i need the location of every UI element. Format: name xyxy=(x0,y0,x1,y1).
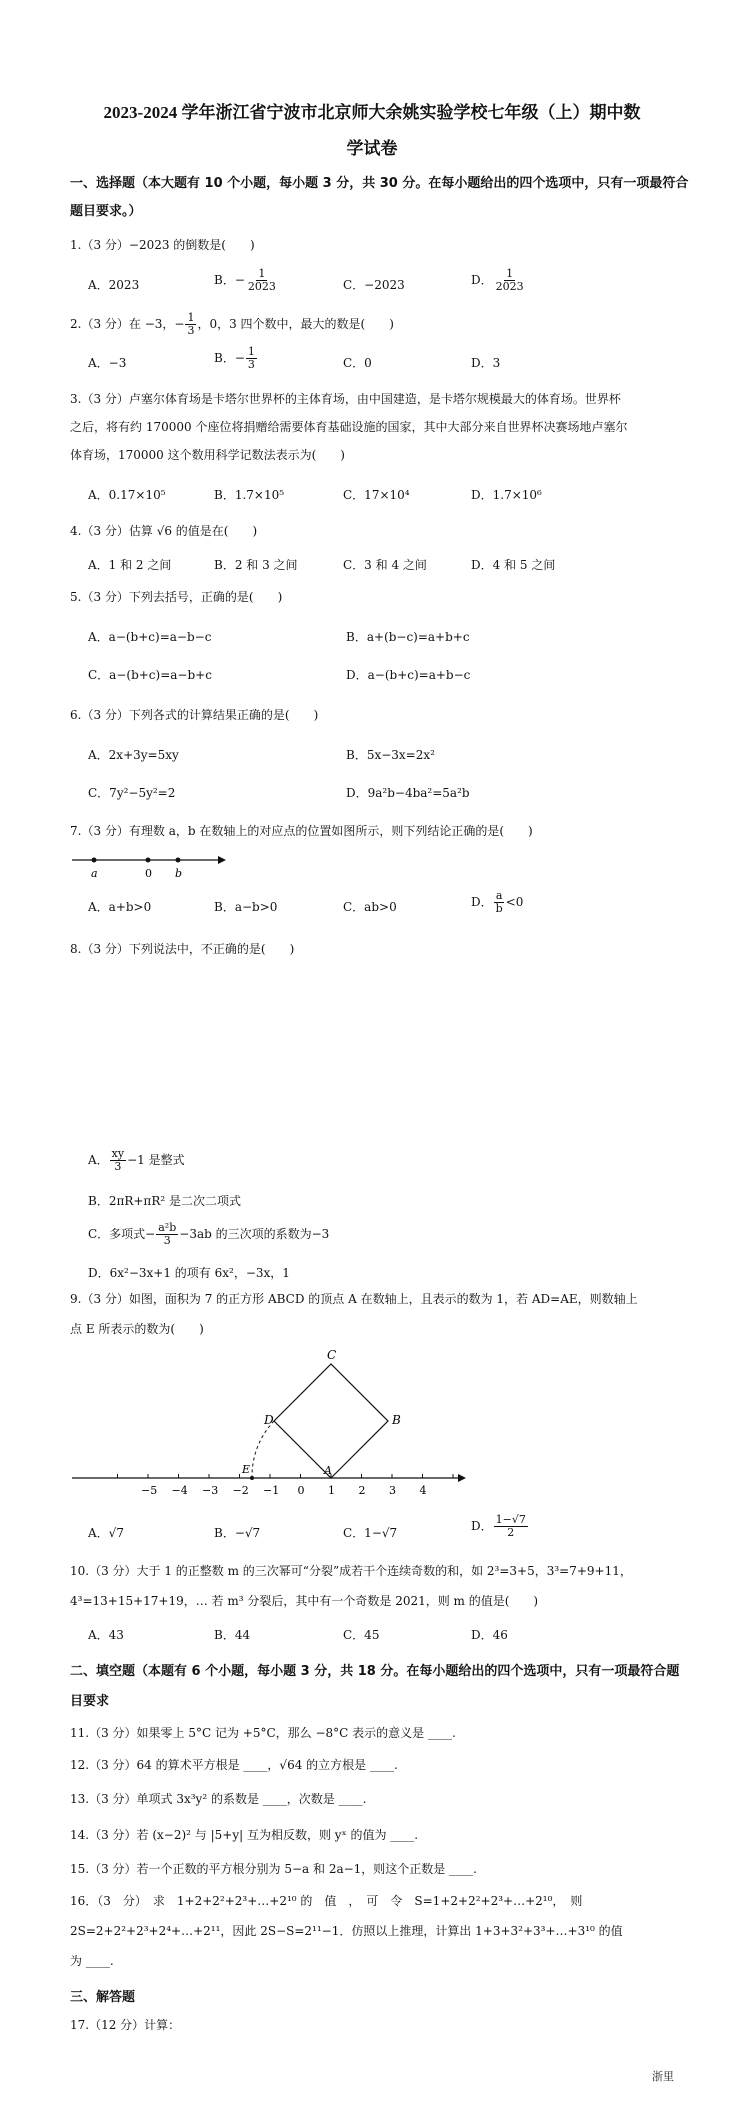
q10-line2: 4³=13+15+17+19，… 若 m³ 分裂后，其中有一个奇数是 2021，则 m 的值是( ) xyxy=(70,1594,539,1608)
q13: 13.（3 分）单项式 3x³y² 的系数是 ____，次数是 ____. xyxy=(70,1792,367,1806)
q1-option-d: D． $\frac{1}{2023}$ xyxy=(471,267,524,293)
q5-option-c: C．a−(b+c)=a−b+c xyxy=(88,668,212,682)
q3-option-a: A．0.17×10⁵ xyxy=(88,488,166,502)
q7-option-d: D． $\frac{a}{b}$ <0 xyxy=(471,889,524,915)
section1-heading-cont: 题目要求。） xyxy=(70,204,142,219)
q9-tick-label: −4 xyxy=(171,1484,188,1497)
q9-label-a: A xyxy=(324,1464,332,1477)
section1-heading: 一、选择题（本大题有 10 个小题，每小题 3 分，共 30 分。在每小题给出的四个选项中，只有一项最符合 xyxy=(70,176,689,191)
q2-option-c: C．0 xyxy=(343,356,372,370)
q9-label-c: C xyxy=(327,1348,337,1362)
q7-point-0 xyxy=(146,858,151,863)
q5-option-a: A．a−(b+c)=a−b−c xyxy=(88,630,212,644)
q9-option-d: D． $\frac{1-√7}{2}$ xyxy=(471,1513,526,1539)
q4-option-c: C．3 和 4 之间 xyxy=(343,558,427,572)
q6-option-b: B．5x−3x=2x² xyxy=(346,748,435,762)
q3-option-b: B．1.7×10⁵ xyxy=(214,488,285,502)
q10-option-c: C．45 xyxy=(343,1628,380,1642)
q7-option-a: A．a+b>0 xyxy=(88,900,152,914)
q10-option-d: D．46 xyxy=(471,1628,508,1642)
q7-axis-arrow xyxy=(218,856,226,864)
q9-tick-label: 4 xyxy=(419,1484,427,1497)
q9-tick-label: −2 xyxy=(232,1484,249,1497)
q9-line1: 9.（3 分）如图，面积为 7 的正方形 ABCD 的顶点 A 在数轴上，且表示的数为 1，若 AD=AE，则数轴上 xyxy=(70,1292,638,1306)
q7-option-b: B．a−b>0 xyxy=(214,900,278,914)
q3-line2: 之后，将有约 170000 个座位将捐赠给需要体育基础设施的国家，其中大部分来自世界杯决赛场地卢塞尔 xyxy=(70,420,628,434)
q2-stem: 2.（3 分）在 −3，− $\frac{1}{3}$ ，0，3 四个数中，最大的数是( ) xyxy=(70,311,394,337)
q15: 15.（3 分）若一个正数的平方根分别为 5−a 和 2a−1，则这个正数是 ____. xyxy=(70,1862,477,1876)
q16-line2: 2S=2+2²+2³+2⁴+…+2¹¹，因此 2S−S=2¹¹−1．仿照以上推理，计算出 1+3+3²+3³+…+3¹⁰ 的值 xyxy=(70,1924,623,1938)
q6-option-c: C．7y²−5y²=2 xyxy=(88,786,176,800)
q10-line1: 10.（3 分）大于 1 的正整数 m 的三次幂可“分裂”成若干个连续奇数的和，如 2³=3+5，3³=7+9+11， xyxy=(70,1564,632,1578)
q8-stem: 8.（3 分）下列说法中，不正确的是( ) xyxy=(70,942,295,956)
q9-label-d: D xyxy=(264,1413,274,1427)
q5-stem: 5.（3 分）下列去括号，正确的是( ) xyxy=(70,590,283,604)
q16-line1: 16．（3 分） 求 1+2+2²+2³+…+2¹⁰ 的 值 ， 可 令 S=1+2+2²+2³+…+2¹⁰， 则 xyxy=(70,1894,583,1908)
q3-option-d: D．1.7×10⁶ xyxy=(471,488,542,502)
q6-stem: 6.（3 分）下列各式的计算结果正确的是( ) xyxy=(70,708,319,722)
section2-heading: 二、填空题（本题有 6 个小题，每小题 3 分，共 18 分。在每小题给出的四个选项中，只有一项最符合题 xyxy=(70,1664,680,1679)
q1-stem: 1.（3 分）−2023 的倒数是( ) xyxy=(70,238,255,252)
q4-stem: 4.（3 分）估算 √6 的值是在( ) xyxy=(70,524,258,538)
q9-option-c: C．1−√7 xyxy=(343,1526,398,1540)
q4-option-b: B．2 和 3 之间 xyxy=(214,558,298,572)
q7-stem: 7.（3 分）有理数 a，b 在数轴上的对应点的位置如图所示，则下列结论正确的是( ) xyxy=(70,824,533,838)
page-title-line2: 学试卷 xyxy=(346,139,398,158)
q9-option-b: B．−√7 xyxy=(214,1526,261,1540)
q9-label-e: E xyxy=(242,1463,251,1476)
q2-option-d: D．3 xyxy=(471,356,501,370)
q2-option-b: B．− $\frac{1}{3}$ xyxy=(214,345,255,371)
q4-option-a: A．1 和 2 之间 xyxy=(88,558,172,572)
q17: 17.（12 分）计算： xyxy=(70,2018,181,2032)
q16-line3: 为 ____. xyxy=(70,1954,114,1968)
q9-tick-label: −1 xyxy=(263,1484,280,1497)
q9-tick-label: 1 xyxy=(328,1484,335,1497)
q9-tick-label: 0 xyxy=(297,1484,305,1497)
q7-point-a xyxy=(92,858,97,863)
q1-option-b: B．− $\frac{1}{2023}$ xyxy=(214,267,276,293)
q8-option-d: D．6x²−3x+1 的项有 6x²，−3x，1 xyxy=(88,1266,290,1280)
q14: 14.（3 分）若 (x−2)² 与 |5+y| 互为相反数，则 yˣ 的值为 ____. xyxy=(70,1828,419,1842)
q3-line1: 3.（3 分）卢塞尔体育场是卡塔尔世界杯的主体育场，由中国建造，是卡塔尔规模最大的体育场。世界杯 xyxy=(70,392,621,406)
q7-label-0: 0 xyxy=(145,867,152,880)
q9-label-b: B xyxy=(392,1413,401,1427)
q9-option-a: A．√7 xyxy=(88,1526,124,1540)
q10-option-b: B．44 xyxy=(214,1628,251,1642)
q12: 12.（3 分）64 的算术平方根是 ____，√64 的立方根是 ____. xyxy=(70,1758,398,1772)
q8-option-a: A． $\frac{xy}{3}$ −1 是整式 xyxy=(88,1147,185,1173)
q6-option-d: D．9a²b−4ba²=5a²b xyxy=(346,786,470,800)
q9-tick-label: −3 xyxy=(202,1484,219,1497)
q9-line2: 点 E 所表示的数为( ) xyxy=(70,1322,204,1336)
q9-square xyxy=(274,1364,388,1478)
q7-label-b: b xyxy=(175,867,183,880)
q8-option-c: C．多项式− $\frac{\text{a²b}}{3}$ −3ab 的三次项的系数为−3 xyxy=(88,1221,330,1247)
q7-number-line xyxy=(70,850,230,880)
q8-option-b: B．2πR+πR² 是二次二项式 xyxy=(88,1194,241,1208)
section3-heading: 三、解答题 xyxy=(70,1990,136,2005)
q9-axis-arrow xyxy=(458,1474,466,1482)
q5-option-d: D．a−(b+c)=a+b−c xyxy=(346,668,471,682)
page-footer: 浙里 xyxy=(652,2071,674,2083)
q5-option-b: B．a+(b−c)=a+b+c xyxy=(346,630,470,644)
q9-figure xyxy=(66,1346,486,1506)
q7-option-c: C．ab>0 xyxy=(343,900,397,914)
q2-option-a: A．−3 xyxy=(88,356,127,370)
q9-tick-label: 3 xyxy=(389,1484,396,1497)
q9-point-e xyxy=(250,1476,254,1480)
q7-label-a: a xyxy=(91,867,98,880)
q3-option-c: C．17×10⁴ xyxy=(343,488,410,502)
q7-point-b xyxy=(176,858,181,863)
q1-option-c: C．−2023 xyxy=(343,278,405,292)
q9-tick-label: −5 xyxy=(141,1484,158,1497)
q11: 11.（3 分）如果零上 5°C 记为 +5°C，那么 −8°C 表示的意义是 ____. xyxy=(70,1726,456,1740)
q4-option-d: D．4 和 5 之间 xyxy=(471,558,556,572)
section2-heading-cont: 目要求 xyxy=(70,1694,110,1709)
q9-arc xyxy=(252,1421,274,1478)
q10-option-a: A．43 xyxy=(88,1628,124,1642)
q6-option-a: A．2x+3y=5xy xyxy=(88,748,179,762)
q1-option-a: A．2023 xyxy=(88,278,140,292)
q9-tick-label: 2 xyxy=(358,1484,366,1497)
page-title-line1: 2023-2024 学年浙江省宁波市北京师大余姚实验学校七年级（上）期中数 xyxy=(103,103,641,122)
q3-line3: 体育场，170000 这个数用科学记数法表示为( ) xyxy=(70,448,345,462)
